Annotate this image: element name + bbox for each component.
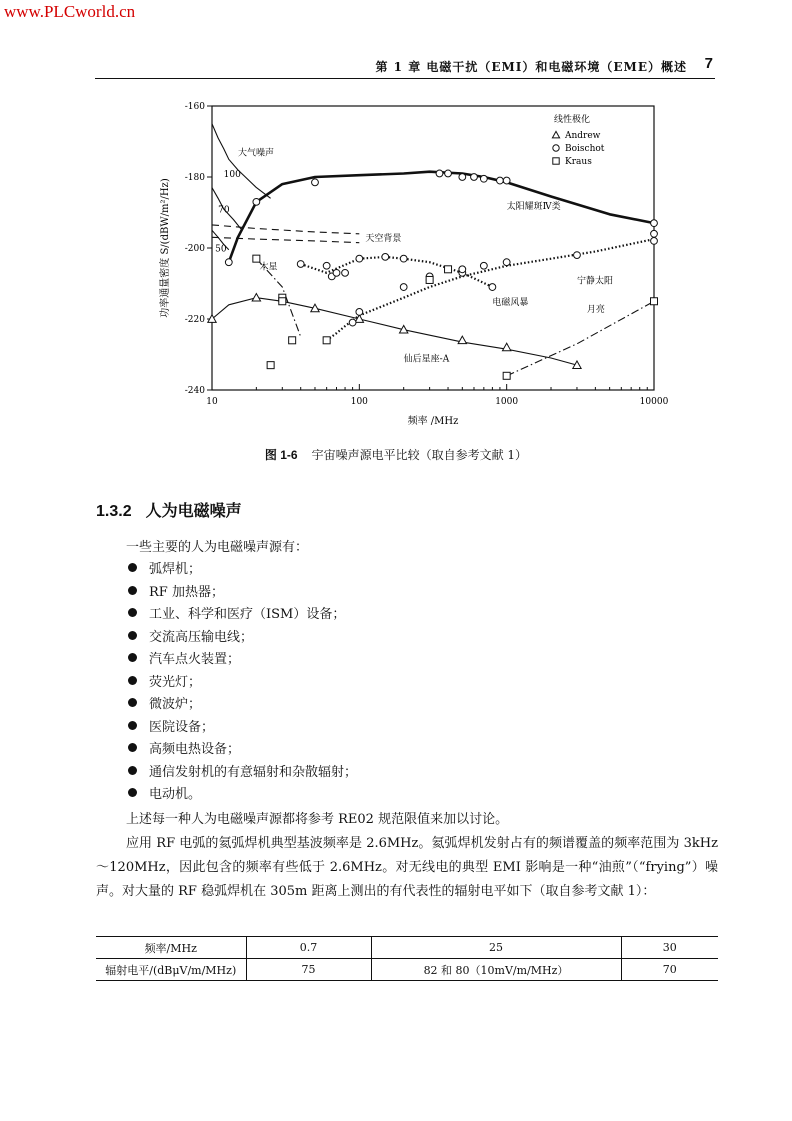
- x-tick-label: 100: [350, 397, 368, 407]
- data-point-circle: [459, 266, 466, 273]
- bullet-icon: [128, 653, 137, 662]
- list-item: 医院设备；: [128, 717, 357, 740]
- figure-caption-text: 宇宙噪声源电平比较（取自参考文献 1）: [311, 448, 528, 462]
- bullet-icon: [128, 721, 137, 730]
- legend-title: 线性极化: [554, 115, 591, 125]
- data-point-triangle: [502, 343, 510, 351]
- data-point-circle: [349, 319, 356, 326]
- data-point-circle: [356, 309, 363, 316]
- data-point-circle: [297, 261, 304, 268]
- data-point-square: [253, 255, 260, 262]
- data-point-circle: [323, 262, 330, 269]
- data-point-circle: [356, 255, 363, 262]
- annotation-label: 70: [218, 205, 230, 216]
- paragraph: 应用 RF 电弧的氦弧焊机典型基波频率是 2.6MHz。氦弧焊机发射占有的频谱覆盖的频率范围为 3kHz～120MHz，因此包含的频率有些低于 2.6MHz。对无线电的典型 EMI 影响是一种“油煎”（“frying”）噪声。对大量的 RF 稳弧焊机在 305m 距离上测出的有代表性的辐射电平如下（取自参考文献 1）：: [96, 836, 718, 899]
- table-cell: 0.7: [246, 937, 371, 959]
- list-item: 汽车点火装置；: [128, 649, 357, 672]
- data-point-circle: [382, 253, 389, 260]
- table-cell: 70: [621, 959, 718, 981]
- annotation-label: 仙后星座-A: [403, 354, 450, 365]
- data-point-circle: [253, 198, 260, 205]
- list-item: 高频电热设备；: [128, 739, 357, 762]
- data-point-circle: [651, 238, 658, 245]
- figure-caption: [0, 446, 792, 463]
- data-point-circle: [333, 269, 340, 276]
- paragraph: 上述每一种人为电磁噪声源都将参考 RE02 规范限值来加以讨论。: [126, 812, 509, 827]
- data-point-circle: [342, 269, 349, 276]
- bullet-icon: [128, 788, 137, 797]
- data-point-circle: [400, 255, 407, 262]
- table-cell: 75: [246, 959, 371, 981]
- page-number: 7: [704, 55, 713, 72]
- bullet-icon: [128, 586, 137, 595]
- bullet-icon: [128, 676, 137, 685]
- data-point-circle: [436, 170, 443, 177]
- annotation-label: 木星: [259, 262, 278, 273]
- data-point-circle: [445, 170, 452, 177]
- data-point-circle: [651, 230, 658, 237]
- table-row: [96, 937, 718, 959]
- annotation-label: 宁静太阳: [576, 276, 613, 287]
- x-tick-label: 10: [206, 397, 218, 407]
- data-point-square: [426, 276, 433, 283]
- series-line: [212, 124, 271, 199]
- bullet-icon: [128, 563, 137, 572]
- data-point-square: [503, 372, 510, 379]
- data-point-circle: [400, 284, 407, 291]
- annotation-label: 50: [215, 244, 227, 255]
- legend-marker-square: [553, 158, 559, 164]
- annotation-label: 电磁风暴: [492, 297, 529, 308]
- list-item: 微波炉；: [128, 694, 357, 717]
- data-point-circle: [480, 262, 487, 269]
- data-point-circle: [471, 174, 478, 181]
- data-point-square: [445, 266, 452, 273]
- legend-marker-circle: [553, 145, 559, 151]
- x-axis-label: 频率 /MHz: [407, 416, 459, 427]
- table-cell: 频率/MHz: [96, 937, 246, 959]
- legend-label: Boischot: [565, 144, 605, 154]
- emission-level-table: [96, 936, 718, 981]
- section-title: 人为电磁噪声: [145, 501, 242, 520]
- list-item: 荧光灯；: [128, 672, 357, 695]
- data-point-circle: [651, 220, 658, 227]
- y-axis-label: 功率通量密度 S/(dBW/m²/Hz): [160, 178, 171, 318]
- section-heading: [96, 498, 242, 521]
- y-tick-label: -180: [184, 173, 205, 183]
- data-point-square: [279, 298, 286, 305]
- data-point-triangle: [252, 294, 260, 302]
- table-row: [96, 959, 718, 981]
- data-point-circle: [503, 177, 510, 184]
- section-intro: 一些主要的人为电磁噪声源有：: [126, 540, 309, 555]
- noise-level-chart: [140, 92, 680, 432]
- series-line: [229, 172, 654, 263]
- series-line: [507, 301, 654, 376]
- list-item: RF 加热器；: [128, 582, 357, 605]
- data-point-circle: [312, 179, 319, 186]
- annotation-label: 月亮: [586, 304, 605, 315]
- x-tick-label: 10000: [639, 397, 669, 407]
- bullet-icon: [128, 766, 137, 775]
- list-item: 交流高压输电线；: [128, 627, 357, 650]
- y-tick-label: -220: [184, 315, 205, 325]
- noise-source-list: [128, 559, 357, 807]
- legend-marker-triangle: [552, 131, 559, 137]
- y-tick-label: -160: [184, 102, 205, 112]
- chapter-title: 第 1 章 电磁干扰（EMI）和电磁环境（EME）概述: [375, 60, 687, 74]
- data-point-circle: [503, 259, 510, 266]
- bullet-icon: [128, 743, 137, 752]
- data-point-circle: [480, 175, 487, 182]
- data-point-square: [289, 337, 296, 344]
- section-number: 1.3.2: [96, 503, 132, 520]
- figure-number: 图 1-6: [264, 448, 298, 462]
- bullet-icon: [128, 631, 137, 640]
- bullet-icon: [128, 608, 137, 617]
- running-head: [95, 56, 715, 79]
- data-point-square: [267, 362, 274, 369]
- list-item: 电动机。: [128, 784, 357, 807]
- data-point-circle: [497, 177, 504, 184]
- data-point-circle: [574, 252, 581, 259]
- y-tick-label: -200: [184, 244, 205, 254]
- list-item: 工业、科学和医疗（ISM）设备；: [128, 604, 357, 627]
- annotation-label: 天空背景: [365, 233, 402, 244]
- watermark: www.PLCworld.cn: [4, 2, 136, 21]
- data-point-square: [323, 337, 330, 344]
- table-cell: 辐射电平/(dBμV/m/MHz): [96, 959, 246, 981]
- table-cell: 30: [621, 937, 718, 959]
- table-cell: 82 和 80（10mV/m/MHz）: [371, 959, 621, 981]
- legend-label: Andrew: [565, 131, 601, 141]
- series-line: [212, 225, 359, 234]
- legend-label: Kraus: [565, 157, 592, 167]
- series-line: [212, 237, 359, 242]
- data-point-circle: [459, 174, 466, 181]
- bullet-icon: [128, 698, 137, 707]
- list-item: 通信发射机的有意辐射和杂散辐射；: [128, 762, 357, 785]
- y-tick-label: -240: [184, 386, 205, 396]
- x-tick-label: 1000: [495, 397, 519, 407]
- table-cell: 25: [371, 937, 621, 959]
- list-item: 弧焊机；: [128, 559, 357, 582]
- annotation-label: 大气噪声: [237, 148, 274, 159]
- annotation-label: 太阳耀斑Ⅳ类: [506, 201, 561, 212]
- data-point-square: [651, 298, 658, 305]
- annotation-label: 100: [223, 170, 241, 180]
- data-point-circle: [225, 259, 232, 266]
- data-point-triangle: [458, 336, 466, 344]
- data-point-circle: [489, 284, 496, 291]
